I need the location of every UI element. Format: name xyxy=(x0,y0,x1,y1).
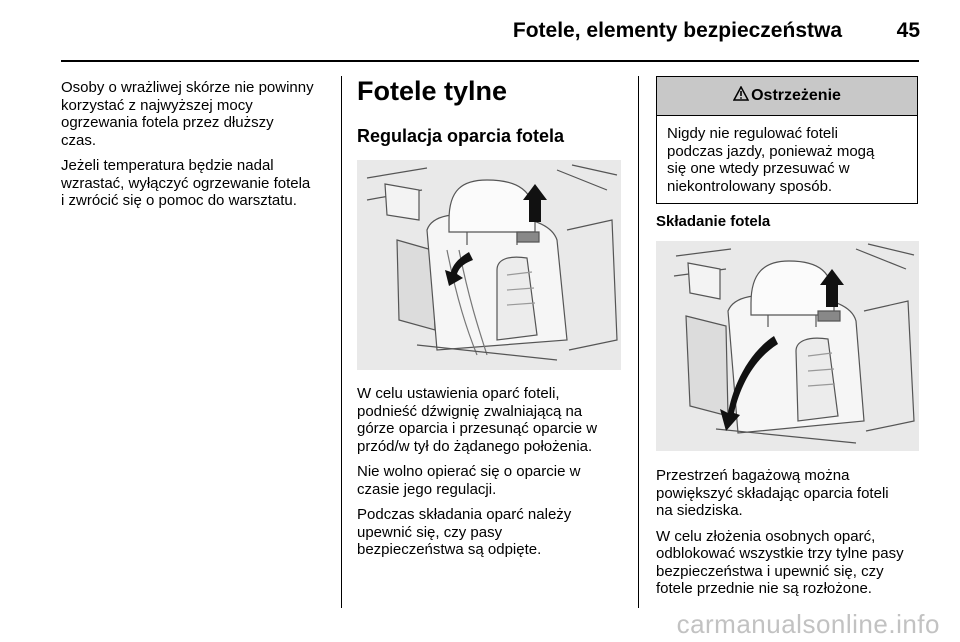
column-3 xyxy=(656,213,921,231)
paragraph: Przestrzeń bagażową można powiększyć składając oparcia foteli na siedziska. xyxy=(656,467,889,519)
watermark: carmanualsonline.info xyxy=(676,609,940,639)
column-divider-2 xyxy=(638,76,639,608)
seat-drawing xyxy=(357,160,621,370)
warning-text: Nigdy nie regulować foteli podczas jazdy, ponieważ mogą się one wtedy przesuwać w niekontrolowany sposób. xyxy=(667,125,875,195)
paragraph: Jeżeli temperatura będzie nadal wzrastać, wyłączyć ogrzewanie fotela i zwrócić się o pomoc do warsztatu. xyxy=(61,157,311,209)
section-title: Fotele tylne xyxy=(357,76,508,106)
column-1 xyxy=(61,79,336,218)
warning-header xyxy=(657,77,917,116)
section-subheading: Regulacja oparcia fotela xyxy=(357,126,565,146)
column-divider-1 xyxy=(341,76,342,608)
seatback-adjust-illustration xyxy=(357,160,621,370)
paragraph: Nie wolno opierać się o oparcie w czasie jego regulacji. xyxy=(357,463,581,498)
column-3-body xyxy=(656,467,926,606)
column-2 xyxy=(357,76,629,147)
paragraph: W celu ustawienia oparć foteli, podnieść dźwignię zwalniającą na górze oparcia i przesunąć oparcie w przód/w tył do żądanego położenia. xyxy=(357,385,598,455)
header-title: Fotele, elementy bezpieczeństwa xyxy=(512,19,842,42)
paragraph: W celu złożenia osobnych oparć, odblokować wszystkie trzy tylne pasy bezpieczeństwa i upewnić się, czy fotele przednie nie są rozłożone. xyxy=(656,527,904,597)
paragraph: Podczas składania oparć należy upewnić się, czy pasy bezpieczeństwa są odpięte. xyxy=(357,506,572,558)
seat-folding-illustration xyxy=(656,241,919,451)
column-2-body xyxy=(357,385,632,567)
section-subheading: Składanie fotela xyxy=(656,213,771,230)
warning-triangle-icon xyxy=(733,86,749,106)
warning-title: Ostrzeżenie xyxy=(751,87,841,104)
warning-box xyxy=(656,76,918,204)
seat-fold-drawing xyxy=(656,241,919,451)
page-number: 45 xyxy=(896,19,920,42)
paragraph: Osoby o wrażliwej skórze nie powinny korzystać z najwyższej mocy ogrzewania fotela przez dłuższy czas. xyxy=(61,79,314,149)
header-rule xyxy=(61,60,919,62)
